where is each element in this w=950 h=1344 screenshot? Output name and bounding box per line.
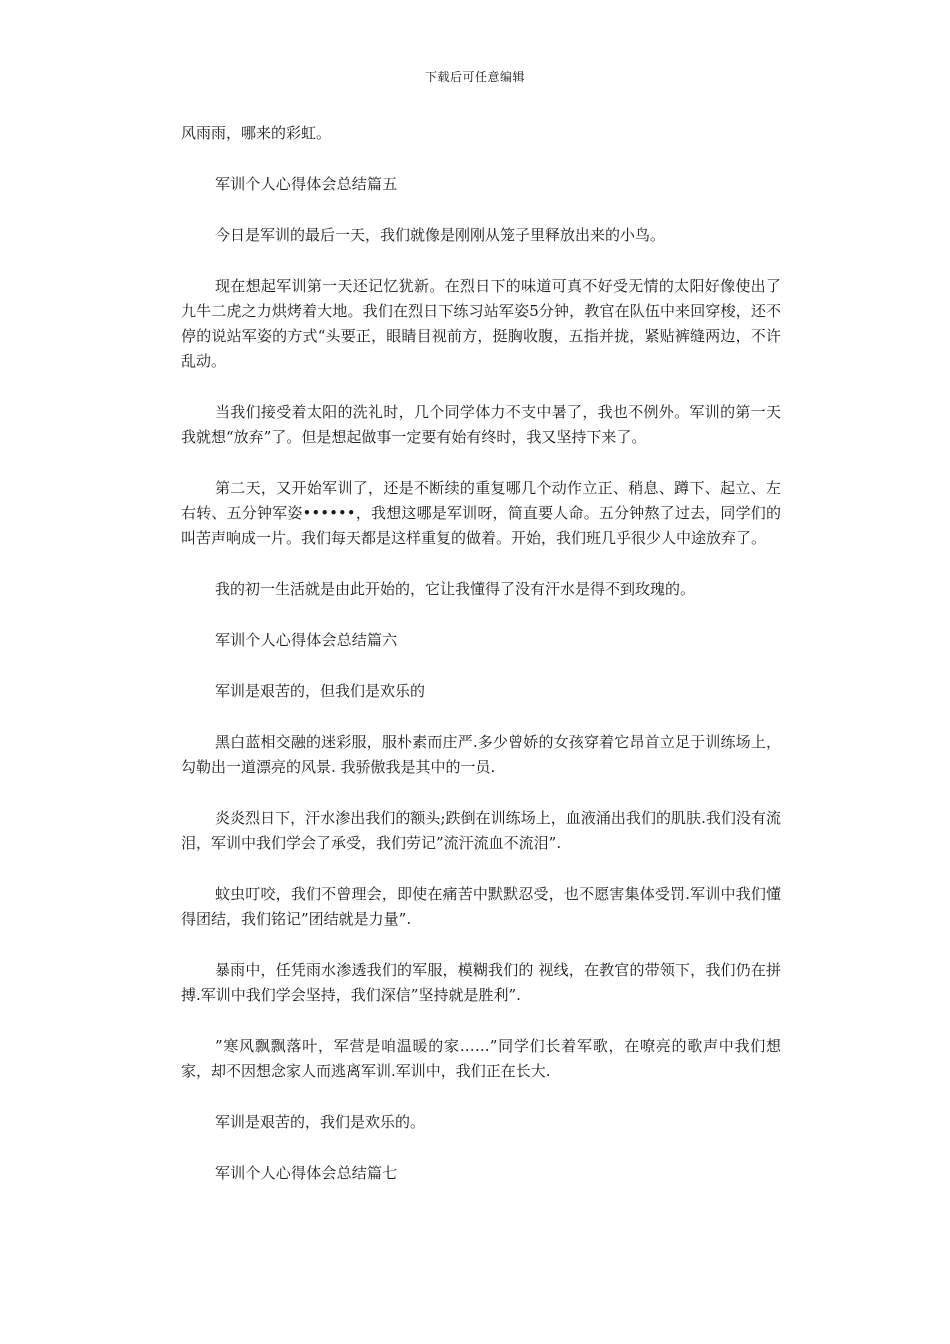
paragraph: 我的初一生活就是由此开始的，它让我懂得了没有汗水是得不到玫瑰的。 bbox=[215, 580, 696, 598]
paragraph: 蚊虫叮咬，我们不曾理会，即使在痛苦中默默忍受，也不愿害集体受罚.军训中我们懂得团结，我们铭记”团结就是力量”. bbox=[181, 885, 781, 928]
section-heading: 军训个人心得体会总结篇七 bbox=[215, 1164, 398, 1182]
paragraph: 第二天，又开始军训了，还是不断续的重复哪几个动作立正、稍息、蹲下、起立、左右转、五分钟军姿••••••，我想这哪是军训呀，简直要人命。五分钟熬了过去，同学们的叫苦声响成一片。我们每天都是这样重复的做着。开始，我们班几乎很少人中途放弃了。 bbox=[181, 479, 781, 547]
section-heading: 军训个人心得体会总结篇六 bbox=[215, 631, 398, 649]
paragraph: 现在想起军训第一天还记忆犹新。在烈日下的味道可真不好受无情的太阳好像使出了九牛二虎之力烘烤着大地。我们在烈日下练习站军姿5分钟，教官在队伍中来回穿梭，还不停的说站军姿的方式“头要正，眼睛目视前方，挺胸收腹，五指并拢，紧贴裤缝两边，不许乱动。 bbox=[181, 277, 781, 370]
paragraph: ”寒风飘飘落叶，军营是咱温暖的家……”同学们长着军歌，在嘹亮的歌声中我们想家，却不因想念家人而逃离军训.军训中，我们正在长大. bbox=[181, 1037, 781, 1080]
paragraph: 风雨雨，哪来的彩虹。 bbox=[181, 124, 332, 142]
paragraph: 今日是军训的最后一天，我们就像是刚刚从笼子里释放出来的小鸟。 bbox=[215, 226, 666, 244]
paragraph: 炎炎烈日下，汗水渗出我们的额头;跌倒在训练场上，血液涌出我们的肌肤.我们没有流泪，军训中我们学会了承受，我们劳记”流汗流血不流泪”. bbox=[181, 809, 781, 852]
paragraph: 军训是艰苦的，我们是欢乐的。 bbox=[215, 1113, 426, 1131]
paragraph: 暴雨中，任凭雨水渗透我们的军服，模糊我们的 视线，在教官的带领下，我们仍在拼搏.军训中我们学会坚持，我们深信”坚持就是胜利”. bbox=[181, 961, 781, 1004]
document-body bbox=[181, 121, 781, 1212]
paragraph: 当我们接受着太阳的洗礼时，几个同学体力不支中暑了，我也不例外。军训的第一天我就想“放弃”了。但是想起做事一定要有始有终时，我又坚持下来了。 bbox=[181, 403, 781, 446]
paragraph: 黑白蓝相交融的迷彩服，服朴素而庄严.多少曾娇的女孩穿着它昂首立足于训练场上，勾勒出一道漂亮的风景. 我骄傲我是其中的一员. bbox=[181, 733, 781, 776]
section-heading: 军训个人心得体会总结篇五 bbox=[215, 175, 398, 193]
paragraph: 军训是艰苦的，但我们是欢乐的 bbox=[215, 682, 426, 700]
page-header-note: 下载后可任意编辑 bbox=[424, 70, 525, 84]
